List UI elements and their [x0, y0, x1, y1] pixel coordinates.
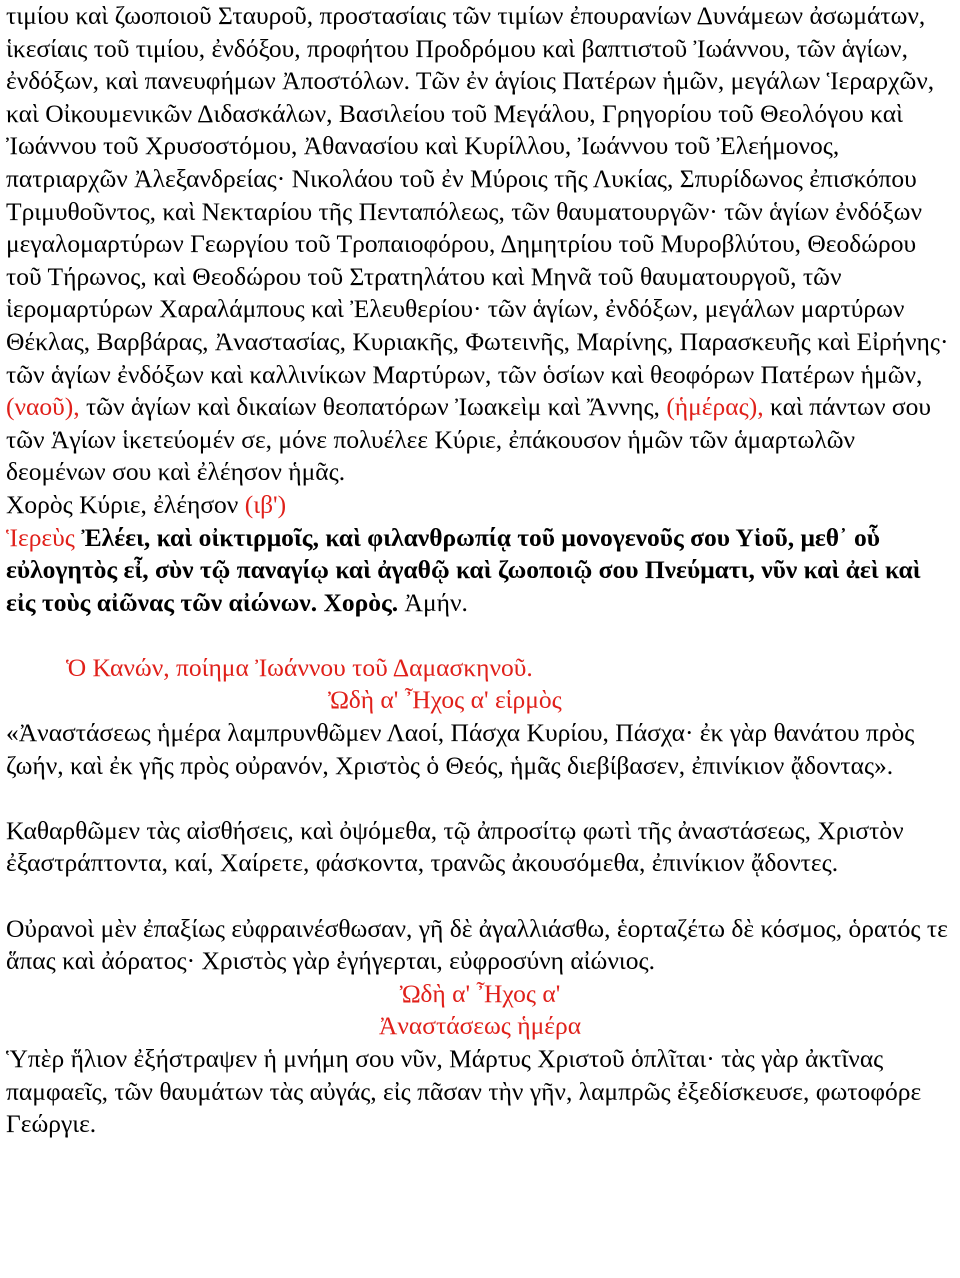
spacer	[6, 782, 954, 815]
intercession-prayer	[6, 0, 954, 489]
ode1-heading: Ὠδὴ α' Ἦχος α' εἱρμὸς	[328, 685, 562, 715]
prayer-text-part3: καὶ πάντων σου τῶν Ἁγίων ἱκετεύομέν σε, μόνε πολυέλεε Κύριε, ἐπάκουσον ἡμῶν τῶν ἁμαρτωλῶν δεομένων σου καὶ ἐλέησον ἡμᾶς.	[6, 392, 931, 487]
troparion-george: Ὑπὲρ ἥλιον ἐξήστραψεν ἡ μνήμη σου νῦν, Μάρτυς Χριστοῦ ὁπλῖται· τὰς γὰρ ἀκτῖνας παμφαεῖς, τῶν θαυμάτων τὰς αὐγάς, εἰς πᾶσαν τὴν γῆν, λαμπρῶς ἐξεδίσκευσε, φωτοφόρε Γεώργιε.	[6, 1044, 922, 1139]
choir-response-rubric: (ιβ')	[244, 489, 287, 519]
rubric-temple: (ναοῦ),	[6, 392, 80, 422]
spacer	[6, 880, 954, 913]
ekphonesis-text: Ἐλέει, καὶ οἰκτιρμοῖς, καὶ φιλανθρωπίᾳ τοῦ μονογενοῦς σου Υἱοῦ, μεθ᾽ οὗ εὐλογητὸς εἶ, σὺν τῷ παναγίῳ καὶ ἀγαθῷ καὶ ζωοποιῷ σου Πνεύματι, νῦν καὶ ἀεὶ καὶ εἰς τοὺς αἰῶνας τῶν αἰώνων. Χορὸς.	[6, 522, 921, 617]
second-ode-heading: Ὠδὴ α' Ἦχος α'	[399, 978, 561, 1008]
choir-response	[6, 489, 954, 522]
prayer-text-part1: τιμίου καὶ ζωοποιοῦ Σταυροῦ, προστασίαις τῶν τιμίων ἐπουρανίων Δυνάμεων ἀσωμάτων, ἱκεσίαις τοῦ τιμίου, ἐνδόξου, προφήτου Προδρόμου καὶ βαπτιστοῦ Ἰωάννου, τῶν ἁγίων, ἐνδόξων, καὶ πανευφήμων Ἀποστόλων. Τῶν ἐν ἁγίοις Πατέρων ἡμῶν, μεγάλων Ἱεραρχῶν, καὶ Οἰκουμενικῶν Διδασκάλων, Βασιλείου τοῦ Μεγάλου, Γρηγορίου τοῦ Θεολόγου καὶ Ἰωάννου τοῦ Χρυσοστόμου, Ἀθανασίου καὶ Κυρίλλου, Ἰωάννου τοῦ Ἐλεήμονος, πατριαρχῶν Ἀλεξανδρείας· Νικολάου τοῦ ἐν Μύροις τῆς Λυκίας, Σπυρίδωνος ἐπισκόπου Τριμυθοῦντος, καὶ Νεκταρίου τῆς Πενταπόλεως, τῶν θαυματουργῶν· τῶν ἁγίων ἐνδόξων μεγαλομαρτύρων Γεωργίου τοῦ Τροπαιοφόρου, Δημητρίου τοῦ Μυροβλύτου, Θεοδώρου τοῦ Τήρωνος, καὶ Θεοδώρου τοῦ Στρατηλάτου καὶ Μηνᾶ τοῦ θαυματουργοῦ, τῶν ἱερομαρτύρων Χαραλάμπους καὶ Ἐλευθερίου· τῶν ἁγίων, ἐνδόξων, μεγάλων μαρτύρων Θέκλας, Βαρβάρας, Ἀναστασίας, Κυριακῆς, Φωτεινῆς, Μαρίνης, Παρασκευῆς καὶ Εἰρήνης· τῶν ἁγίων ἐνδόξων καὶ καλλινίκων Μαρτύρων, τῶν ὁσίων καὶ θεοφόρων Πατέρων ἡμῶν,	[6, 1, 949, 389]
ekphonesis	[6, 522, 954, 620]
rubric-day: (ἡμέρας),	[666, 392, 764, 422]
troparion-2: Οὐρανοὶ μὲν ἐπαξίως εὐφραινέσθωσαν, γῆ δὲ ἀγαλλιάσθω, ἑορταζέτω δὲ κόσμος, ὁρατός τε ἅπας καὶ ἀόρατος· Χριστὸς γὰρ ἐγήγερται, εὐφροσύνη αἰώνιος.	[6, 913, 948, 976]
second-ode-melody: Ἀναστάσεως ἡμέρα	[378, 1011, 582, 1041]
amen: Ἀμήν.	[404, 587, 468, 617]
canon-title: Ὁ Κανών, ποίημα Ἰωάννου τοῦ Δαμασκηνοῦ.	[66, 652, 533, 682]
priest-label: Ἱερεὺς	[6, 522, 75, 552]
troparion-1: Καθαρθῶμεν τὰς αἰσθήσεις, καὶ ὀψόμεθα, τῷ ἀπροσίτῳ φωτὶ τῆς ἀναστάσεως, Χριστὸν ἐξαστράπτοντα, καί, Χαίρετε, φάσκοντα, τρανῶς ἀκουσόμεθα, ἐπινίκιον ᾄδοντες.	[6, 815, 904, 878]
irmos: «Ἀναστάσεως ἡμέρα λαμπρυνθῶμεν Λαοί, Πάσχα Κυρίου, Πάσχα· ἐκ γὰρ θανάτου πρὸς ζωήν, καὶ ἐκ γῆς πρὸς οὐρανόν, Χριστὸς ὁ Θεός, ἡμᾶς διεβίβασεν, ἐπινίκιον ᾄδοντας».	[6, 718, 915, 780]
choir-response-text: Χορὸς Κύριε, ἐλέησον	[6, 489, 239, 519]
prayer-text-part2: τῶν ἁγίων καὶ δικαίων θεοπατόρων Ἰωακεὶμ καὶ Ἄννης,	[86, 392, 660, 422]
spacer	[6, 619, 954, 652]
